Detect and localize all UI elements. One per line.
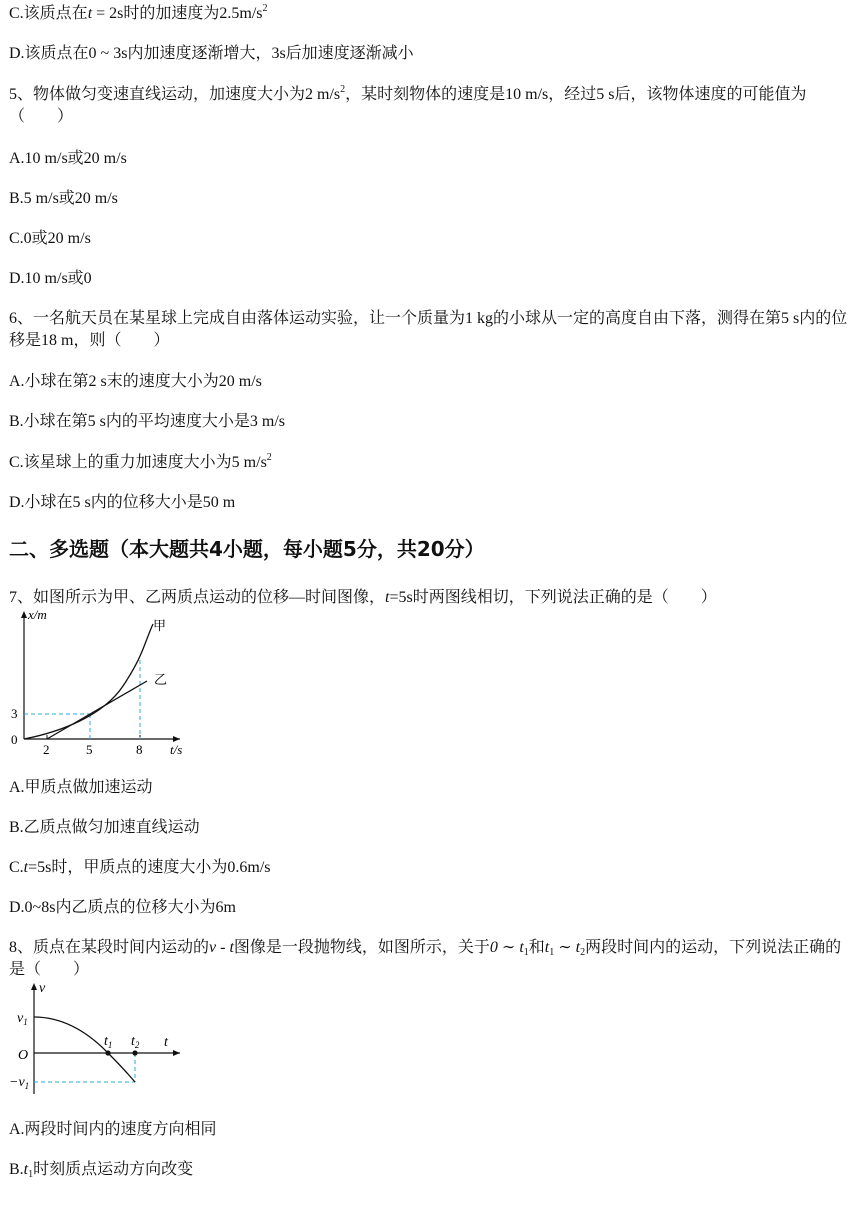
q7-y-axis-label: x/m <box>28 607 47 622</box>
q8-v-axis-arrow <box>31 983 37 990</box>
q5-option-d: D.10 m/s或0 <box>9 270 92 287</box>
q4-option-c: C.该质点在t = 2s时的加速度为$2.5m/s^2$ <box>9 3 268 22</box>
q7-x-tick-8: 8 <box>136 742 143 757</box>
q8-stem: 8、质点在某段时间内运动的v - t图像是一段抛物线，如图所示，关于0 ∼ $t_1$和$t_1$ ∼ $t_2$两段时间内的运动，下列说法正确的是（ ） <box>9 939 842 978</box>
q8-t1-label: $t_1$ <box>104 1034 113 1050</box>
q6-option-d: D.小球在5 s内的位移大小是50 m <box>9 494 236 511</box>
q8-point-t1 <box>105 1050 110 1055</box>
q6-option-b: B.小球在第5 s内的平均速度大小是3 m/s <box>9 413 286 430</box>
q8-t-axis-label: t <box>164 1035 168 1050</box>
q5-option-c: C.0或20 m/s <box>9 230 91 247</box>
section-heading-multiple-choice: 二、多选题（本大题共4小题，每小题5分，共20分） <box>9 537 485 561</box>
q7-option-a: A.甲质点做加速运动 <box>9 779 153 796</box>
q8-velocity-time-figure <box>8 978 188 1100</box>
q8-v-axis-label: v <box>39 981 46 996</box>
q7-x-tick-5: 5 <box>86 742 93 757</box>
q6-option-c: C.该星球上的重力加速度大小为5 $m/s^2$ <box>9 452 272 471</box>
q8-parabola <box>34 1017 135 1082</box>
q8-option-b: $B.t_1$时刻质点运动方向改变 <box>9 1161 194 1180</box>
q7-position-time-figure <box>8 606 193 758</box>
q7-y-axis-arrow <box>21 611 27 618</box>
q4-option-d: D.该质点在0 ~ 3s内加速度逐渐增大，3s后加速度逐渐减小 <box>9 45 414 62</box>
q7-curve-jia <box>24 624 153 739</box>
q5-stem: 5、物体做匀变速直线运动，加速度大小为2 $m/s^2$，某时刻物体的速度是10 m/s，经过5 s后，该物体速度的可能值为（ ） <box>9 84 807 125</box>
q7-origin-label: 0 <box>11 732 18 747</box>
q8-neg-v1-label: $-v_1$ <box>9 1075 30 1091</box>
q5-option-b: B.5 m/s或20 m/s <box>9 190 118 207</box>
q7-line-yi <box>47 681 147 739</box>
q8-option-a: A.两段时间内的速度方向相同 <box>9 1121 217 1138</box>
q7-label-jia: 甲 <box>153 618 167 633</box>
q7-option-c: C.t=5s时，甲质点的速度大小为0.6m/s <box>9 859 271 876</box>
q8-point-t2 <box>132 1050 137 1055</box>
q6-stem: 6、一名航天员在某星球上完成自由落体运动实验，让一个质量为1 kg的小球从一定的高度自由下落，测得在第5 s内的位移是18 m，则（ ） <box>9 310 848 349</box>
q7-option-d: D.0~8s内乙质点的位移大小为6m <box>9 899 236 916</box>
q7-y-tick-3: 3 <box>11 706 18 721</box>
q7-x-tick-2: 2 <box>43 742 50 757</box>
q7-label-yi: 乙 <box>154 672 168 687</box>
q8-v1-label: $v_1$ <box>17 1011 28 1027</box>
q8-t-axis-arrow <box>173 1050 180 1056</box>
q8-origin-label: O <box>18 1048 29 1063</box>
q7-x-axis-label: t/s <box>170 742 183 757</box>
q5-option-a: A.10 m/s或20 m/s <box>9 150 127 167</box>
q7-stem: 7、如图所示为甲、乙两质点运动的位移—时间图像，t=5s时两图线相切，下列说法正确的是（ ） <box>9 589 717 606</box>
q7-option-b: B.乙质点做匀加速直线运动 <box>9 819 200 836</box>
q6-option-a: A.小球在第2 s末的速度大小为20 m/s <box>9 373 262 390</box>
q8-t2-label: $t_2$ <box>131 1034 140 1050</box>
